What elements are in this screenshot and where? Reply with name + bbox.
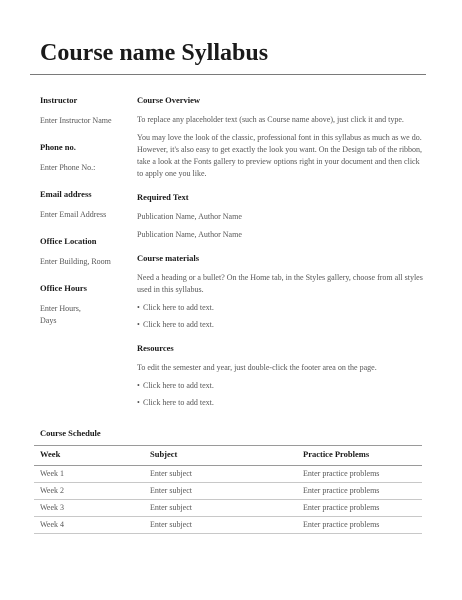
publication-field[interactable]: Publication Name, Author Name [137, 212, 242, 221]
main-content [137, 94, 426, 420]
course-materials-heading: Course materials [137, 253, 200, 263]
column-header-practice-problems: Practice Problems [297, 446, 422, 466]
week-cell[interactable]: Week 4 [34, 517, 144, 534]
list-item-text: Click here to add text. [143, 398, 214, 407]
list-item[interactable] [137, 319, 426, 331]
course-materials-section [137, 252, 426, 331]
subject-cell[interactable]: Enter subject [144, 500, 297, 517]
office-hours-field[interactable] [40, 303, 128, 327]
page-title[interactable]: Course name Syllabus [40, 40, 269, 66]
bullet-icon: • [137, 381, 140, 390]
column-header-subject: Subject [144, 446, 297, 466]
phone-field[interactable]: Enter Phone No.: [40, 163, 96, 172]
office-hours-label: Office Hours [40, 283, 87, 293]
office-hours-line: Days [40, 316, 57, 325]
phone-label: Phone no. [40, 142, 76, 152]
practice-problems-cell[interactable]: Enter practice problems [297, 466, 422, 483]
required-text-section [137, 191, 426, 241]
resources-section [137, 342, 426, 409]
instructor-field[interactable]: Enter Instructor Name [40, 116, 112, 125]
bullet-icon: • [137, 320, 140, 329]
list-item-text: Click here to add text. [143, 320, 214, 329]
week-cell[interactable]: Week 3 [34, 500, 144, 517]
instructor-block [40, 94, 128, 127]
practice-problems-cell[interactable]: Enter practice problems [297, 500, 422, 517]
publication-field[interactable]: Publication Name, Author Name [137, 230, 242, 239]
office-location-label: Office Location [40, 236, 97, 246]
list-item-text: Click here to add text. [143, 381, 214, 390]
office-location-block [40, 235, 128, 268]
materials-intro[interactable]: Need a heading or a bullet? On the Home tab, in the Styles gallery, choose from all styles used in this syllabus. [137, 273, 423, 294]
title-divider [30, 74, 426, 75]
overview-paragraph[interactable]: To replace any placeholder text (such as Course name above), just click it and type. [137, 115, 404, 124]
resources-heading: Resources [137, 343, 174, 353]
course-overview-section [137, 94, 426, 180]
course-overview-heading: Course Overview [137, 95, 201, 105]
office-hours-block [40, 282, 128, 327]
list-item-text: Click here to add text. [143, 303, 214, 312]
table-row [34, 466, 422, 483]
column-header-week: Week [34, 446, 144, 466]
table-row [34, 517, 422, 534]
bullet-icon: • [137, 398, 140, 407]
bullet-icon: • [137, 303, 140, 312]
list-item[interactable] [137, 380, 426, 392]
sidebar [40, 94, 128, 341]
instructor-label: Instructor [40, 95, 78, 105]
table-header-row [34, 446, 422, 466]
practice-problems-cell[interactable]: Enter practice problems [297, 483, 422, 500]
resources-intro[interactable]: To edit the semester and year, just double-click the footer area on the page. [137, 363, 377, 372]
course-schedule-heading: Course Schedule [40, 428, 101, 438]
email-label: Email address [40, 189, 92, 199]
email-field[interactable]: Enter Email Address [40, 210, 107, 219]
list-item[interactable] [137, 302, 426, 314]
week-cell[interactable]: Week 1 [34, 466, 144, 483]
practice-problems-cell[interactable]: Enter practice problems [297, 517, 422, 534]
phone-block [40, 141, 128, 174]
subject-cell[interactable]: Enter subject [144, 466, 297, 483]
table-row [34, 500, 422, 517]
subject-cell[interactable]: Enter subject [144, 483, 297, 500]
list-item[interactable] [137, 397, 426, 409]
week-cell[interactable]: Week 2 [34, 483, 144, 500]
office-hours-line: Enter Hours, [40, 304, 81, 313]
course-schedule-table [34, 445, 422, 534]
subject-cell[interactable]: Enter subject [144, 517, 297, 534]
office-location-field[interactable]: Enter Building, Room [40, 257, 111, 266]
table-row [34, 483, 422, 500]
overview-paragraph[interactable]: You may love the look of the classic, professional font in this syllabus as much as we do. However, it's also easy to get exactly the look you want. On the Design tab of the ribbon, take a look at the Fonts gallery to preview options right in your document and then click to apply one you like. [137, 133, 423, 178]
required-text-heading: Required Text [137, 192, 189, 202]
email-block [40, 188, 128, 221]
